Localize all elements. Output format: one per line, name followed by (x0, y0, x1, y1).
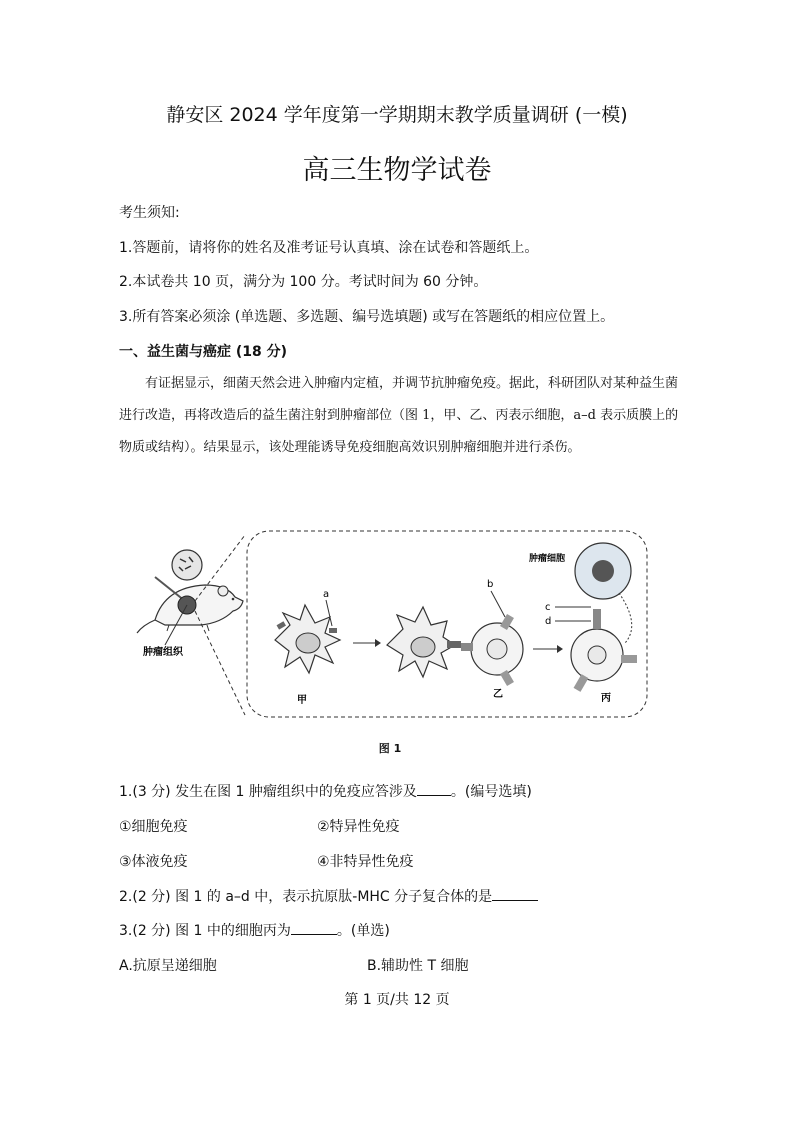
q2-blank (492, 888, 538, 901)
figure-caption: 图 1 (378, 742, 402, 755)
intro-paragraph (119, 368, 679, 464)
question-1 (119, 781, 532, 801)
q1-option-1: ①细胞免疫 (119, 819, 188, 835)
question-3 (119, 920, 390, 940)
q1-stem-after: 。(编号选填) (450, 784, 532, 800)
label-tumor-cell: 肿瘤细胞 (529, 554, 566, 564)
q3-option-a: A.抗原呈递细胞 (119, 958, 217, 974)
label-yi: 乙 (493, 689, 503, 700)
label-d: d (545, 616, 552, 627)
notice-item-3: 3.所有答案必须涂 (单选题、多选题、编号选填题) 或写在答题纸的相应位置上。 (119, 309, 615, 325)
page-footer: 第 1 页/共 12 页 (344, 992, 450, 1008)
question-2 (119, 886, 538, 906)
section-heading: 一、益生菌与癌症 (18 分) (119, 344, 288, 360)
q3-stem-before: 3.(2 分) 图 1 中的细胞丙为 (119, 923, 291, 939)
intro-text: 有证据显示，细菌天然会进入肿瘤内定植，并调节抗肿瘤免疫。据此，科研团队对某种益生菌进行改造，再将改造后的益生菌注射到肿瘤部位（图 1，甲、乙、丙表示细胞，a–d 表示质膜上的物质或结构）。结果显示，该处理能诱导免疫细胞高效识别肿瘤细胞并进行杀伤。 (119, 376, 679, 455)
label-jia: 甲 (297, 695, 307, 706)
tumor-cell (575, 543, 631, 599)
cell-yi (461, 614, 523, 686)
q3-option-b: B.辅助性 T 细胞 (367, 958, 469, 974)
q1-option-2: ②特异性免疫 (317, 819, 400, 835)
label-c: c (545, 602, 551, 613)
notice-item-1: 1.答题前，请将你的姓名及准考证号认真填、涂在试卷和答题纸上。 (119, 240, 539, 256)
label-b: b (487, 579, 494, 590)
q3-blank (291, 922, 337, 935)
notice-item-2: 2.本试卷共 10 页，满分为 100 分。考试时间为 60 分钟。 (119, 274, 488, 290)
label-a: a (323, 589, 330, 600)
q1-option-3: ③体液免疫 (119, 854, 188, 870)
cell-jia (275, 605, 340, 673)
q2-stem: 2.(2 分) 图 1 的 a–d 中，表示抗原肽-MHC 分子复合体的是 (119, 889, 493, 905)
figure-1 (125, 525, 660, 725)
q1-stem-before: 1.(3 分) 发生在图 1 肿瘤组织中的免疫应答涉及 (119, 784, 417, 800)
notice-heading: 考生须知: (119, 205, 180, 221)
page-title: 高三生物学试卷 (302, 155, 492, 186)
cell-middle (387, 607, 461, 677)
label-tumor-tissue: 肿瘤组织 (143, 647, 183, 658)
exam-header: 静安区 2024 学年度第一学期期末教学质量调研 (一模) (166, 104, 628, 126)
label-bing: 丙 (601, 693, 611, 704)
q3-stem-after: 。(单选) (336, 923, 390, 939)
q1-blank (417, 783, 451, 796)
q1-option-4: ④非特异性免疫 (317, 854, 414, 870)
bacteria-magnifier (172, 550, 202, 580)
